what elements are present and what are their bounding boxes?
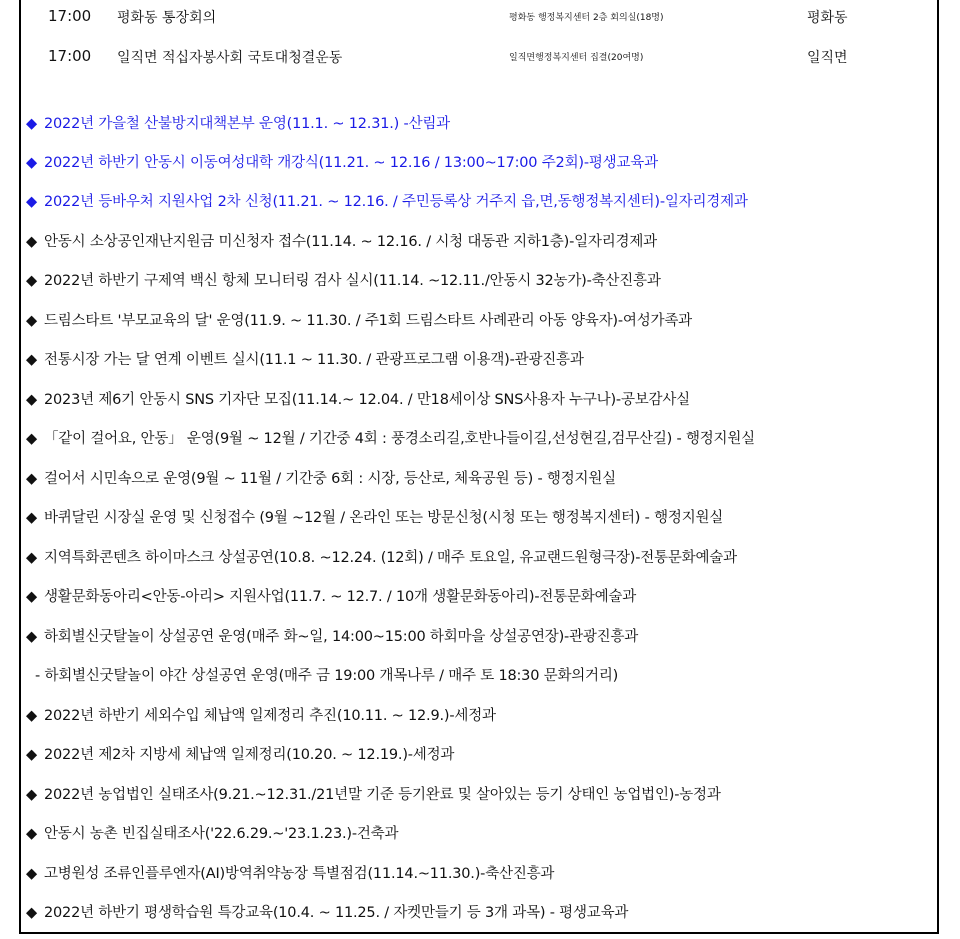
- schedule-time: 17:00: [48, 7, 92, 25]
- notice-item: [26, 427, 755, 448]
- diamond-bullet-icon: ◆: [26, 787, 37, 803]
- diamond-bullet-icon: ◆: [26, 866, 37, 882]
- notice-item: [26, 269, 661, 290]
- notice-item: [26, 506, 723, 527]
- notice-text: 지역특화콘텐츠 하이마스크 상설공연(10.8. ~12.24. (12회) / 매주 토요일, 유교랜드원형극장)-전통문화예술과: [44, 550, 737, 566]
- diamond-bullet-icon: ◆: [26, 826, 37, 842]
- diamond-bullet-icon: ◆: [26, 313, 37, 329]
- notice-item: [26, 348, 584, 369]
- diamond-bullet-icon: ◆: [26, 589, 37, 605]
- notice-text: 2022년 하반기 안동시 이동여성대학 개강식(11.21. ~ 12.16 / 13:00~17:00 주2회)-평생교육과: [44, 155, 658, 171]
- notice-text: 2022년 하반기 세외수입 체납액 일제정리 추진(10.11. ~ 12.9.)-세정과: [44, 708, 496, 724]
- notice-text: 안동시 농촌 빈집실태조사('22.6.29.~'23.1.23.)-건축과: [44, 826, 399, 842]
- schedule-time: 17:00: [48, 47, 92, 65]
- notice-text: 2022년 농업법인 실태조사(9.21.~12.31./21년말 기준 등기완료 및 살아있는 등기 상태인 농업법인)-농정과: [44, 787, 721, 803]
- diamond-bullet-icon: ◆: [26, 510, 37, 526]
- notice-item: [26, 743, 454, 764]
- diamond-bullet-icon: ◆: [26, 747, 37, 763]
- notice-item: [26, 112, 450, 133]
- schedule-title: 일직면 적십자봉사회 국토대청결운동: [117, 50, 343, 66]
- notice-text: 바퀴달린 시장실 운영 및 신청접수 (9월 ~12월 / 온라인 또는 방문신청(시청 또는 행정복지센터) - 행정지원실: [44, 510, 724, 526]
- notice-board: [19, 0, 939, 934]
- notice-text: 2022년 하반기 구제역 백신 항체 모니터링 검사 실시(11.14. ~12.11./안동시 32농가)-축산진흥과: [44, 273, 661, 289]
- notice-item: [26, 230, 657, 251]
- schedule-row: [21, 7, 937, 31]
- notice-item: [26, 309, 692, 330]
- notice-text: 2022년 가을철 산불방지대책본부 운영(11.1. ~ 12.31.) -산림과: [44, 116, 450, 132]
- notice-item: [26, 467, 616, 488]
- diamond-bullet-icon: ◆: [26, 471, 37, 487]
- notice-item: [26, 151, 658, 172]
- schedule-place: 일직면행정복지센터 집결(20여명): [509, 53, 644, 63]
- diamond-bullet-icon: ◆: [26, 629, 37, 645]
- notice-item: [26, 901, 628, 922]
- diamond-bullet-icon: ◆: [26, 273, 37, 289]
- notice-item: [26, 822, 398, 843]
- notice-subitem: [35, 664, 618, 685]
- notice-text: 드림스타트 '부모교육의 달' 운영(11.9. ~ 11.30. / 주1회 드림스타트 사례관리 아동 양육자)-여성가족과: [44, 313, 692, 329]
- notice-item: [26, 783, 721, 804]
- notice-text: 2022년 제2차 지방세 체납액 일제정리(10.20. ~ 12.19.)-세정과: [44, 747, 455, 763]
- notice-text: 2022년 등바우처 지원사업 2차 신청(11.21. ~ 12.16. / 주민등록상 거주지 읍,면,동행정복지센터)-일자리경제과: [44, 194, 748, 210]
- notice-text: 걸어서 시민속으로 운영(9월 ~ 11월 / 기간중 6회 : 시장, 등산로, 체육공원 등) - 행정지원실: [44, 471, 616, 487]
- notice-item: [26, 625, 638, 646]
- notice-item: [26, 704, 496, 725]
- diamond-bullet-icon: ◆: [26, 431, 37, 447]
- notice-item: [26, 388, 690, 409]
- schedule-title: 평화동 통장회의: [117, 10, 217, 26]
- diamond-bullet-icon: ◆: [26, 392, 37, 408]
- schedule-place: 평화동 행정복지센터 2층 회의실(18명): [509, 13, 664, 23]
- notice-text: 하회별신굿탈놀이 상설공연 운영(매주 화~일, 14:00~15:00 하회마을 상설공연장)-관광진흥과: [44, 629, 639, 645]
- diamond-bullet-icon: ◆: [26, 234, 37, 250]
- notice-item: [26, 546, 737, 567]
- notice-text: 안동시 소상공인재난지원금 미신청자 접수(11.14. ~ 12.16. / 시청 대동관 지하1층)-일자리경제과: [44, 234, 657, 250]
- diamond-bullet-icon: ◆: [26, 116, 37, 132]
- notice-text: 2023년 제6기 안동시 SNS 기자단 모집(11.14.~ 12.04. / 만18세이상 SNS사용자 누구나)-공보감사실: [44, 392, 690, 408]
- notice-text: 「같이 걸어요, 안동」 운영(9월 ~ 12월 / 기간중 4회 : 풍경소리길,호반나들이길,선성현길,검무산길) - 행정지원실: [44, 431, 755, 447]
- diamond-bullet-icon: ◆: [26, 194, 37, 210]
- diamond-bullet-icon: ◆: [26, 352, 37, 368]
- diamond-bullet-icon: ◆: [26, 550, 37, 566]
- notice-item: [26, 862, 554, 883]
- schedule-dong: 일직면: [807, 50, 848, 66]
- schedule-row: [21, 47, 937, 71]
- diamond-bullet-icon: ◆: [26, 708, 37, 724]
- notice-text: 전통시장 가는 달 연계 이벤트 실시(11.1 ~ 11.30. / 관광프로그램 이용객)-관광진흥과: [44, 352, 584, 368]
- notice-text: 생활문화동아리<안동-아리> 지원사업(11.7. ~ 12.7. / 10개 생활문화동아리)-전통문화예술과: [44, 589, 637, 605]
- notice-text: 고병원성 조류인플루엔자(AI)방역취약농장 특별점검(11.14.~11.30.)-축산진흥과: [44, 866, 555, 882]
- diamond-bullet-icon: ◆: [26, 155, 37, 171]
- notice-item: [26, 190, 748, 211]
- notice-item: [26, 585, 636, 606]
- schedule-dong: 평화동: [807, 10, 848, 26]
- diamond-bullet-icon: ◆: [26, 905, 37, 921]
- notice-text: - 하회별신굿탈놀이 야간 상설공연 운영(매주 금 19:00 개목나루 / 매주 토 18:30 문화의거리): [35, 668, 619, 684]
- notice-text: 2022년 하반기 평생학습원 특강교육(10.4. ~ 11.25. / 자켓만들기 등 3개 과목) - 평생교육과: [44, 905, 629, 921]
